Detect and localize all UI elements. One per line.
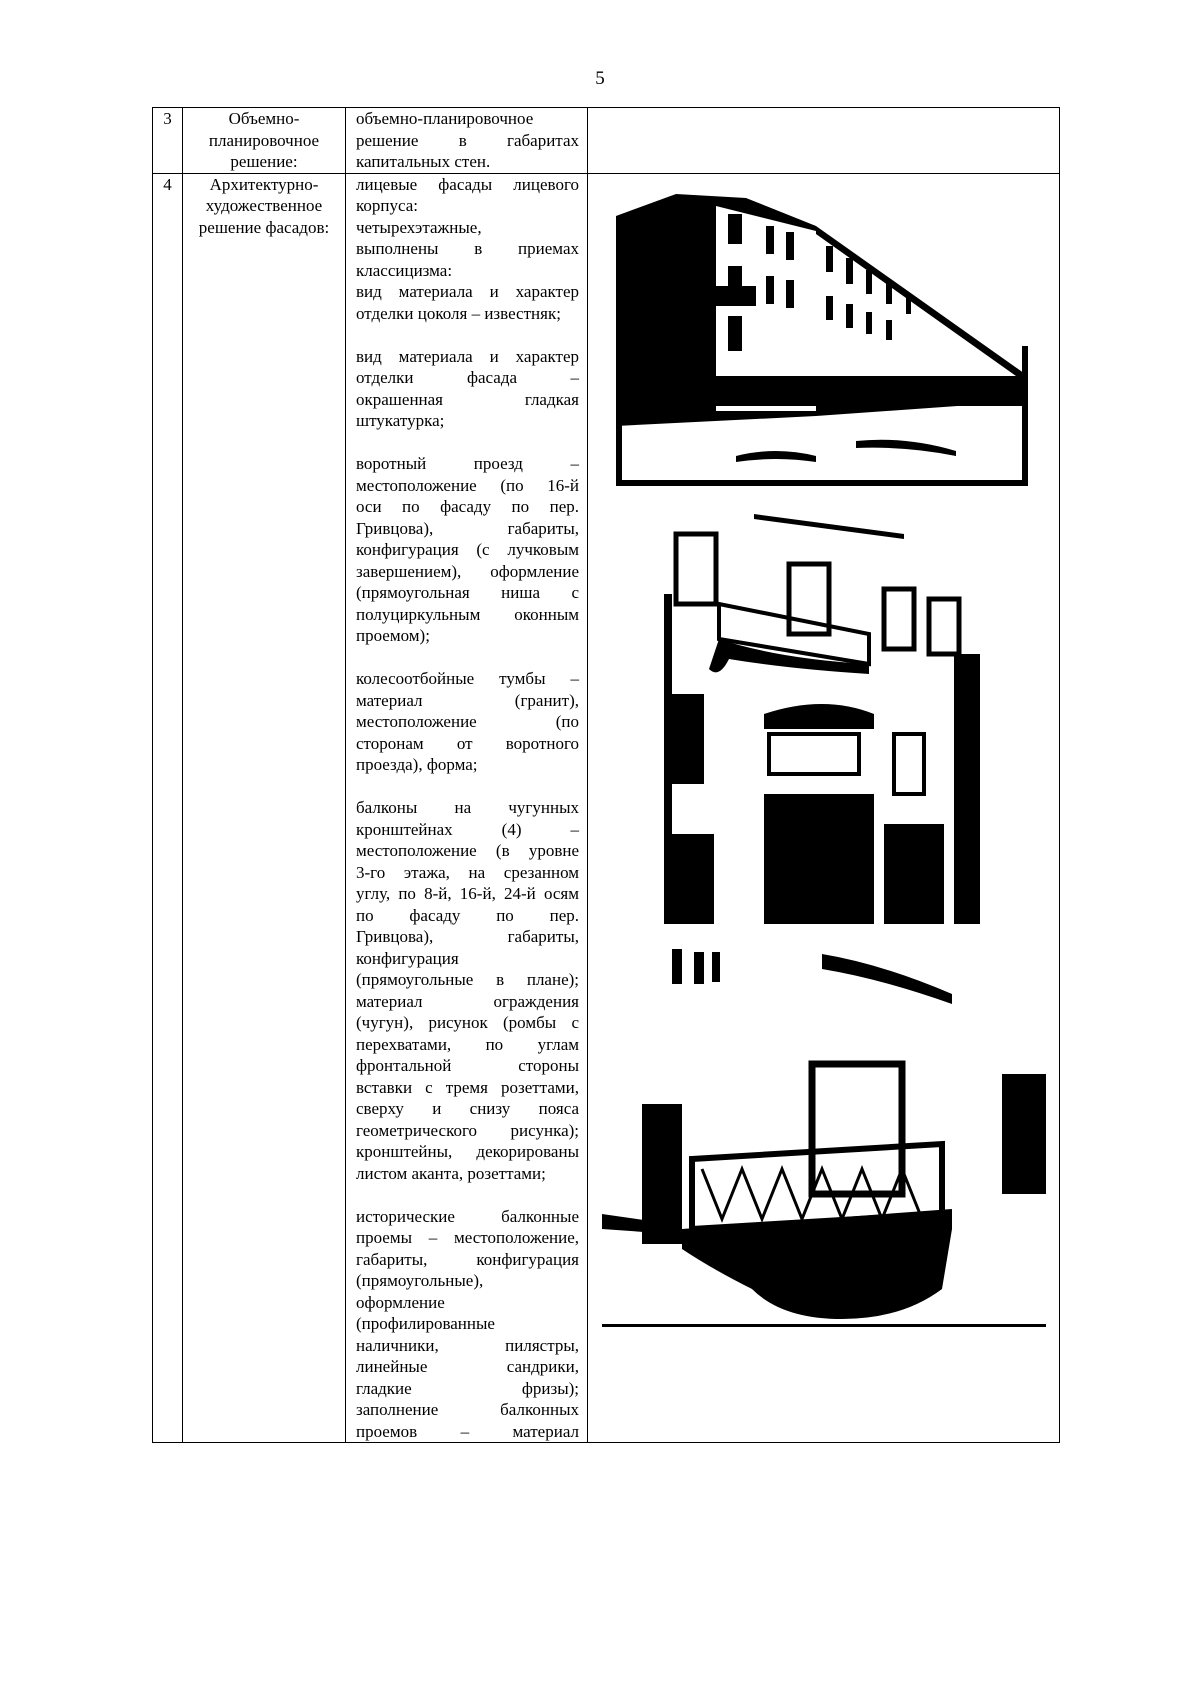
facade-photo-corner [616,186,1028,486]
facade-photo-balcony [664,504,980,924]
heritage-table [152,107,1060,1443]
description-line: корпуса: [356,196,419,215]
description-line: конфигурация [356,948,459,968]
description-line: проемом); [356,626,430,645]
description-line: решение в габаритах [356,130,579,150]
description-line: кронштейны, декорированы [356,1142,579,1161]
description-line: местоположение (в уровне [356,841,579,860]
description-line: окрашенная гладкая [356,389,579,409]
description-line: (прямоугольная ниша с [356,583,579,602]
page-number: 5 [595,68,605,89]
description-line: штукатурка; [356,411,445,430]
description-line: завершением), оформление [356,561,579,581]
description-line: Гривцова), габариты, [356,518,579,538]
row-title-line: Объемно- [228,109,300,128]
description-line: конфигурация (с лучковым [356,540,579,559]
description-line: габариты, конфигурация [356,1249,579,1269]
description-paragraph [356,346,579,432]
description-line: оформление [356,1292,445,1312]
description-line: (профилированные [356,1314,495,1333]
description-line: выполнены в приемах [356,239,579,258]
row-title-line: планировочное [208,130,320,150]
description-paragraph [356,797,579,1184]
description-line: классицизма: [356,260,453,280]
balcony-closeup-photo [602,944,1046,1330]
description-line: отделки цоколя – известняк; [356,303,561,323]
description-line: сверху и снизу пояса [356,1099,579,1118]
description-line: по фасаду по пер. [356,905,579,925]
description-line: проемов – материал [356,1421,579,1441]
description-line: Гривцова), габариты, [356,927,579,946]
description-line: фронтальной стороны [356,1056,579,1075]
description-line: отделки фасада – [356,368,579,387]
description-paragraph [356,108,579,173]
description-line: капитальных стен. [356,152,491,171]
description-paragraph [356,668,579,776]
row-title-line: решение: [230,152,298,171]
description-line: материал (гранит), [356,690,579,710]
row-number: 3 [153,108,183,174]
description-line: вид материала и характер [356,282,579,301]
description-line: полуциркульным оконным [356,604,579,624]
description-paragraph [356,174,579,325]
row-number: 4 [153,173,183,1443]
row-images [588,108,1060,174]
description-line: (чугун), рисунок (ромбы с [356,1013,579,1032]
description-line: кронштейнах (4) – [356,819,579,839]
description-line: проемы – местоположение, [356,1228,579,1247]
description-line: четырехэтажные, [356,217,482,237]
description-line: вид материала и характер [356,346,579,366]
row-title [183,173,346,1443]
row-images [588,173,1060,1443]
description-line: перехватами, по углам [356,1034,579,1054]
description-line: геометрического рисунка); [356,1120,579,1140]
row-description [346,108,588,174]
description-line: проезда), форма; [356,755,478,774]
description-paragraph [356,453,579,647]
row-title-line: Архитектурно- [209,174,319,194]
row-title-line: решение фасадов: [198,217,330,237]
description-line: наличники, пилястры, [356,1335,579,1355]
description-line: лицевые фасады лицевого [356,174,579,194]
description-line: листом аканта, розеттами; [356,1163,546,1183]
description-line: местоположение (по [356,712,579,731]
row-title [183,108,346,174]
description-line: местоположение (по 16-й [356,475,579,495]
description-line: балконы на чугунных [356,798,579,817]
description-line: углу, по 8-й, 16-й, 24-й осям [356,884,579,903]
description-line: вставки с тремя розеттами, [356,1077,579,1097]
description-line: (прямоугольные), [356,1271,484,1290]
description-line: сторонам от воротного [356,733,579,753]
description-line: воротный проезд – [356,454,579,473]
description-line: оси по фасаду по пер. [356,497,579,516]
description-line: материал ограждения [356,991,579,1011]
description-line: (прямоугольные в плане); [356,970,579,989]
description-line: объемно-планировочное [356,109,534,128]
table-row [153,173,1060,1443]
description-line: заполнение балконных [356,1400,579,1419]
description-line: исторические балконные [356,1206,579,1226]
description-line: колесоотбойные тумбы – [356,669,579,688]
description-line: линейные сандрики, [356,1357,579,1376]
description-line: 3-го этажа, на срезанном [356,862,579,882]
row-description [346,173,588,1443]
row-title-line: художественное [205,196,323,215]
table-row [153,108,1060,174]
description-paragraph [356,1206,579,1443]
description-line: гладкие фризы); [356,1378,579,1398]
